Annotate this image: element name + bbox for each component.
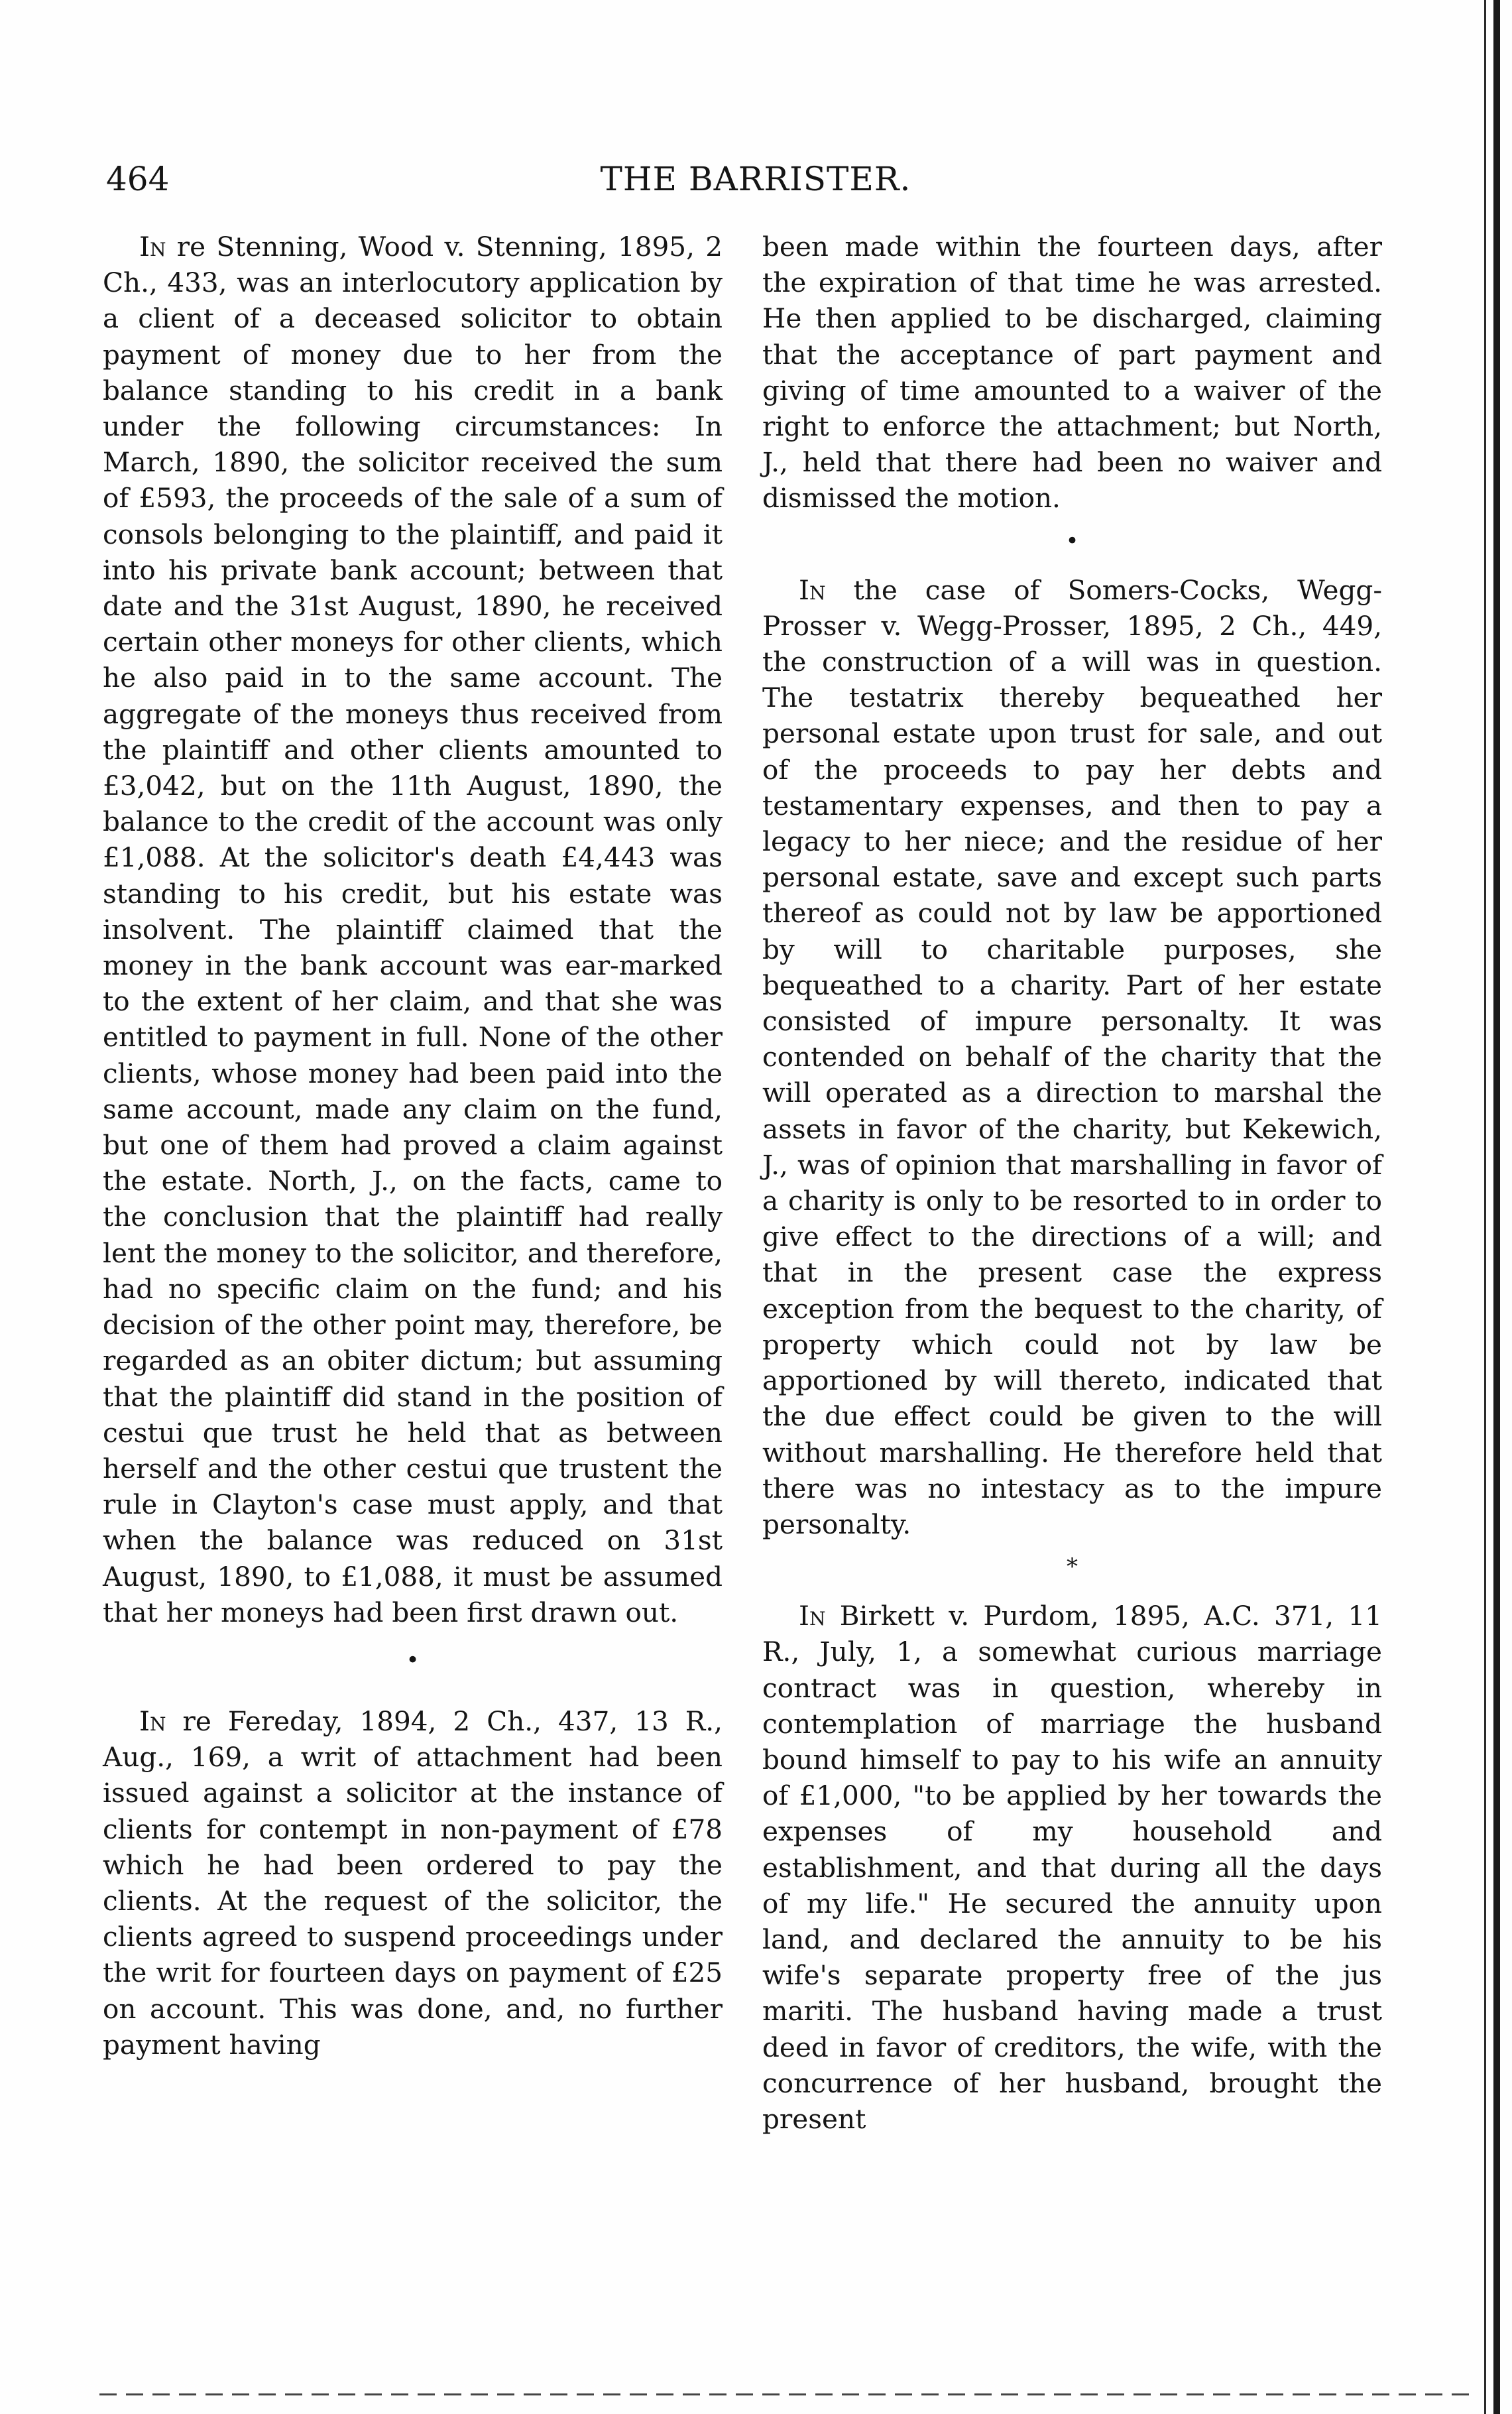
binding-edge [1493, 0, 1500, 2414]
section-separator: • [406, 1646, 420, 1673]
paragraph-stenning [103, 229, 723, 1630]
paragraph-fereday [103, 1703, 723, 2063]
paragraph-text: re Fereday, 1894, 2 Ch., 437, 13 R., Aug., 169, a writ of attachment had been issued against a solicitor at the instance of clients for contempt in non-payment of £78 which he had been ordered to pay the clients. At the request of the solicitor, the clients agreed to suspend proceedings under the writ for fourteen days on payment of £25 on account. This was done, and, no further payment having [103, 1705, 723, 2061]
page-header [106, 159, 1405, 206]
paragraph-lead-word: In [139, 1705, 166, 1737]
paragraph-lead-word: In [799, 573, 826, 606]
binding-edge-line [1484, 0, 1486, 2414]
paragraph-lead-word: In [799, 1600, 826, 1632]
right-column [762, 229, 1382, 2137]
page-number: 464 [106, 160, 170, 198]
paragraph-text: been made within the fourteen days, after the expiration of that time he was arrested. He then applied to be discharged, claiming that the acceptance of part payment and giving of time amounted to a waiver of the right to enforce the attachment; but North, J., held that there had been no waiver and dismissed the motion. [762, 231, 1382, 514]
left-column [103, 229, 723, 2063]
paragraph-text: re Stenning, Wood v. Stenning, 1895, 2 Ch., 433, was an interlocutory application by a client of a deceased solicitor to obtain payment of money due to her from the balance standing to his credit in a bank under the following circumstances: In March, 1890, the solicitor received the sum of £593, the proceeds of the sale of a sum of consols belonging to the plaintiff, and paid it into his private bank account; between that date and the 31st August, 1890, he received certain other moneys for other clients, which he also paid in to the same account. The aggregate of the moneys thus received from the plaintiff and other clients amounted to £3,042, but on the 11th August, 1890, the balance to the credit of the account was only £1,088. At the solicitor's death £4,443 was standing to his credit, but his estate was insolvent. The plaintiff claimed that the money in the bank account was ear-marked to the extent of her claim, and that she was entitled to payment in full. None of the other clients, whose money had been paid into the same account, made any claim on the fund, but one of them had proved a claim against the estate. North, J., on the facts, came to the conclusion that the plaintiff had really lent the money to the solicitor, and therefore, had no specific claim on the fund; and his decision of the other point may, therefore, be regarded as an obiter dictum; but assuming that the plaintiff did stand in the position of cestui que trust he held that as between herself and the other cestui que trustent the rule in Clayton's case must apply, and that when the balance was reduced on 31st August, 1890, to £1,088, it must be assumed that her moneys had been first drawn out. [103, 231, 723, 1628]
running-title: THE BARRISTER. [600, 160, 911, 198]
section-separator: * [1067, 1553, 1078, 1581]
paragraph-lead-word: In [139, 231, 166, 263]
paragraph-somers-cocks [762, 572, 1382, 1542]
paragraph-text: the case of Somers-Cocks, Wegg-Prosser v. Wegg-Prosser, 1895, 2 Ch., 449, the construction of a will was in question. The testatrix thereby bequeathed her personal estate upon trust for sale, and out of the proceeds to pay her debts and testamentary expenses, and then to pay a legacy to her niece; and the residue of her personal estate, save and except such parts thereof as could not by law be apportioned by will to charitable purposes, she bequeathed to a charity. Part of her estate consisted of impure personalty. It was contended on behalf of the charity that the will operated as a direction to marshal the assets in favor of the charity, but Kekewich, J., was of opinion that marshalling in favor of a charity is only to be resorted to in order to give effect to the directions of a will; and that in the present case the express exception from the bequest to the charity, of property which could not by law be apportioned by will thereto, indicated that the due effect could be given to the will without marshalling. He therefore held that there was no intestacy as to the impure personalty. [762, 573, 1383, 1540]
section-separator: • [1065, 527, 1079, 554]
bottom-rule [99, 2393, 1478, 2395]
paragraph-birkett [762, 1598, 1382, 2137]
paragraph-text: Birkett v. Purdom, 1895, A.C. 371, 11 R., July, 1, a somewhat curious marriage contract was in question, whereby in contemplation of marriage the husband bound himself to pay to his wife an annuity of £1,000, "to be applied by her towards the expenses of my household and establishment, and that during all the days of my life." He secured the annuity upon land, and declared the annuity to be his wife's separate property free of the jus mariti. The husband having made a trust deed in favor of creditors, the wife, with the concurrence of her husband, brought the present [762, 1600, 1382, 2135]
paragraph-fereday-continued [762, 229, 1382, 516]
